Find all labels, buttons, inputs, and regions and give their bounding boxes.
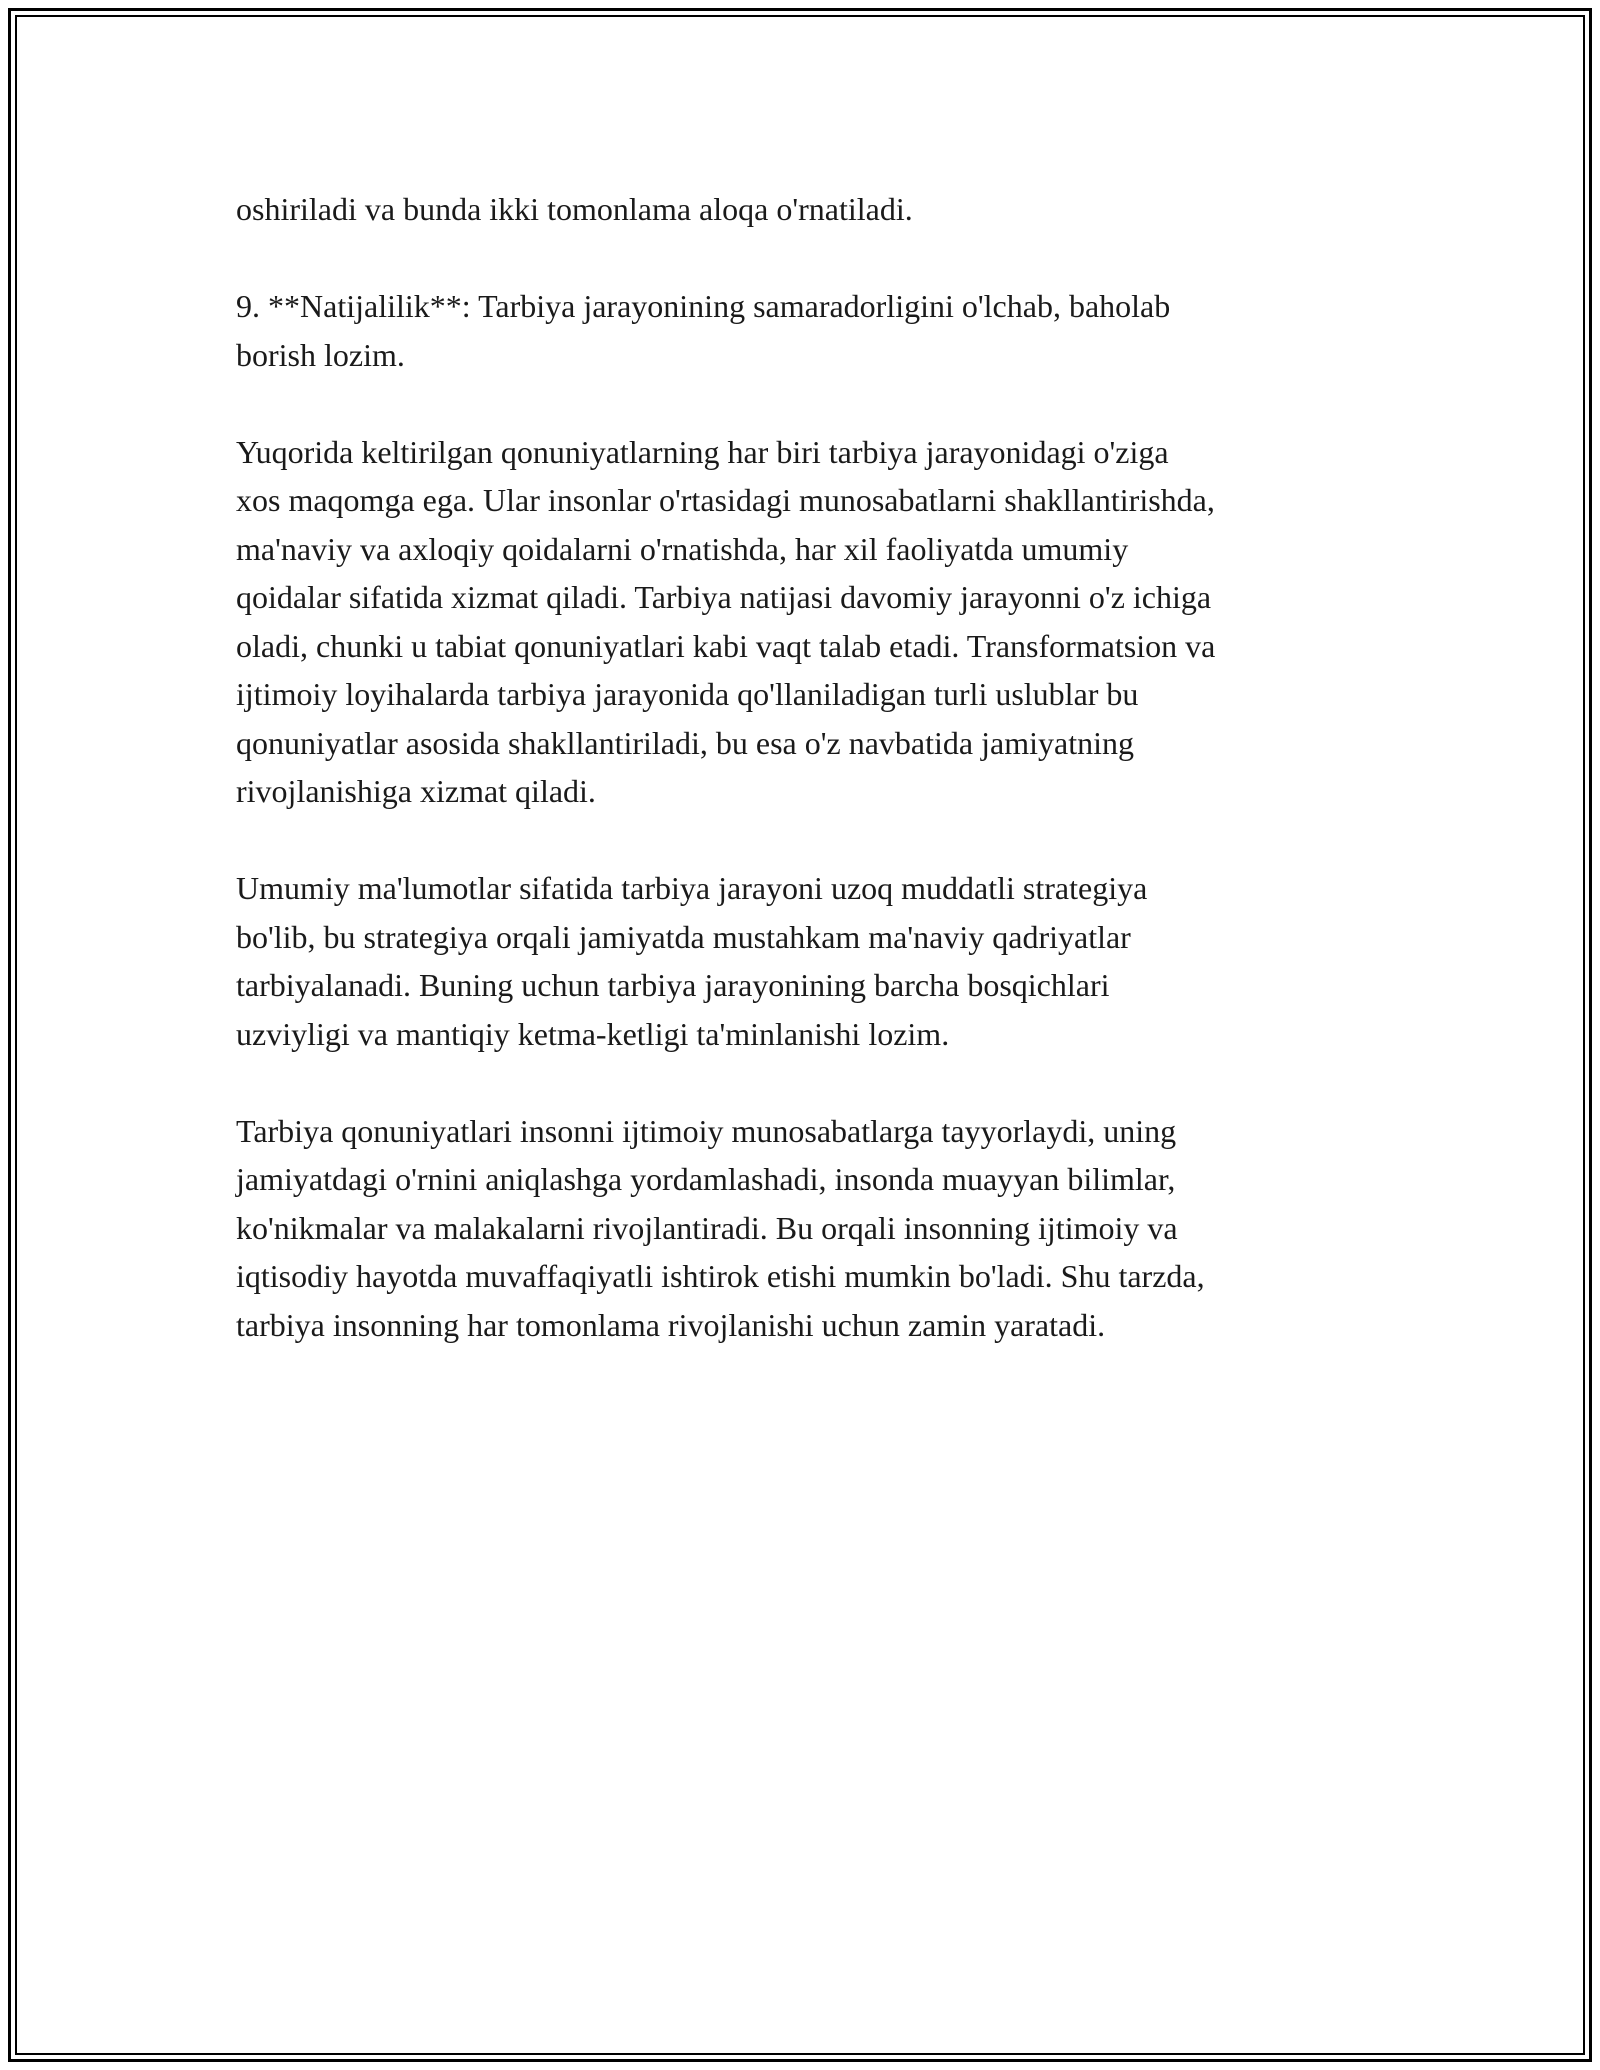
paragraph-general-info: Umumiy ma'lumotlar sifatida tarbiya jarayoni uzoq muddatli strategiya bo'lib, bu strategiya orqali jamiyatda mustahkam ma'naviy qadriyatlar tarbiyalanadi. Buning uchun tarbiya jarayonining barcha bosqichlari uzviyligi va mantiqiy ketma-ketligi ta'minlanishi lozim. xyxy=(236,870,1148,1052)
paragraph-continuation: oshiriladi va bunda ikki tomonlama aloqa o'rnatiladi. xyxy=(236,191,913,227)
paragraph-conclusion: Tarbiya qonuniyatlari insonni ijtimoiy munosabatlarga tayyorlaydi, uning jamiyatdagi o'rnini aniqlashga yordamlashadi, insonda muayyan bilimlar, ko'nikmalar va malakalarni rivojlantiradi. Bu orqali insonning ijtimoiy va iqtisodiy hayotda muvaffaqiyatli ishtirok etishi mumkin bo'ladi. Shu tarzda, tarbiya insonning har tomonlama rivojlanishi uchun zamin yaratadi. xyxy=(236,1112,1205,1343)
paragraph-summary: Yuqorida keltirilgan qonuniyatlarning har biri tarbiya jarayonidagi o'ziga xos maqomga ega. Ular insonlar o'rtasidagi munosabatlarni shakllantirishda, ma'naviy va axloqiy qoidalarni o'rnatishda, har xil faoliyatda umumiy qoidalar sifatida xizmat qiladi. Tarbiya natijasi davomiy jarayonni o'z ichiga oladi, chunki u tabiat qonuniyatlari kabi vaqt talab etadi. Transformatsion va ijtimoiy loyihalarda tarbiya jarayonida qo'llaniladigan turli uslublar bu qonuniyatlar asosida shakllantiriladi, bu esa o'z navbatida jamiyatning rivojlanishiga xizmat qiladi. xyxy=(236,433,1216,809)
document-body xyxy=(236,185,1376,1398)
paragraph-item-9: 9. **Natijalilik**: Tarbiya jarayonining samaradorligini o'lchab, baholab borish lozim. xyxy=(236,288,1171,373)
